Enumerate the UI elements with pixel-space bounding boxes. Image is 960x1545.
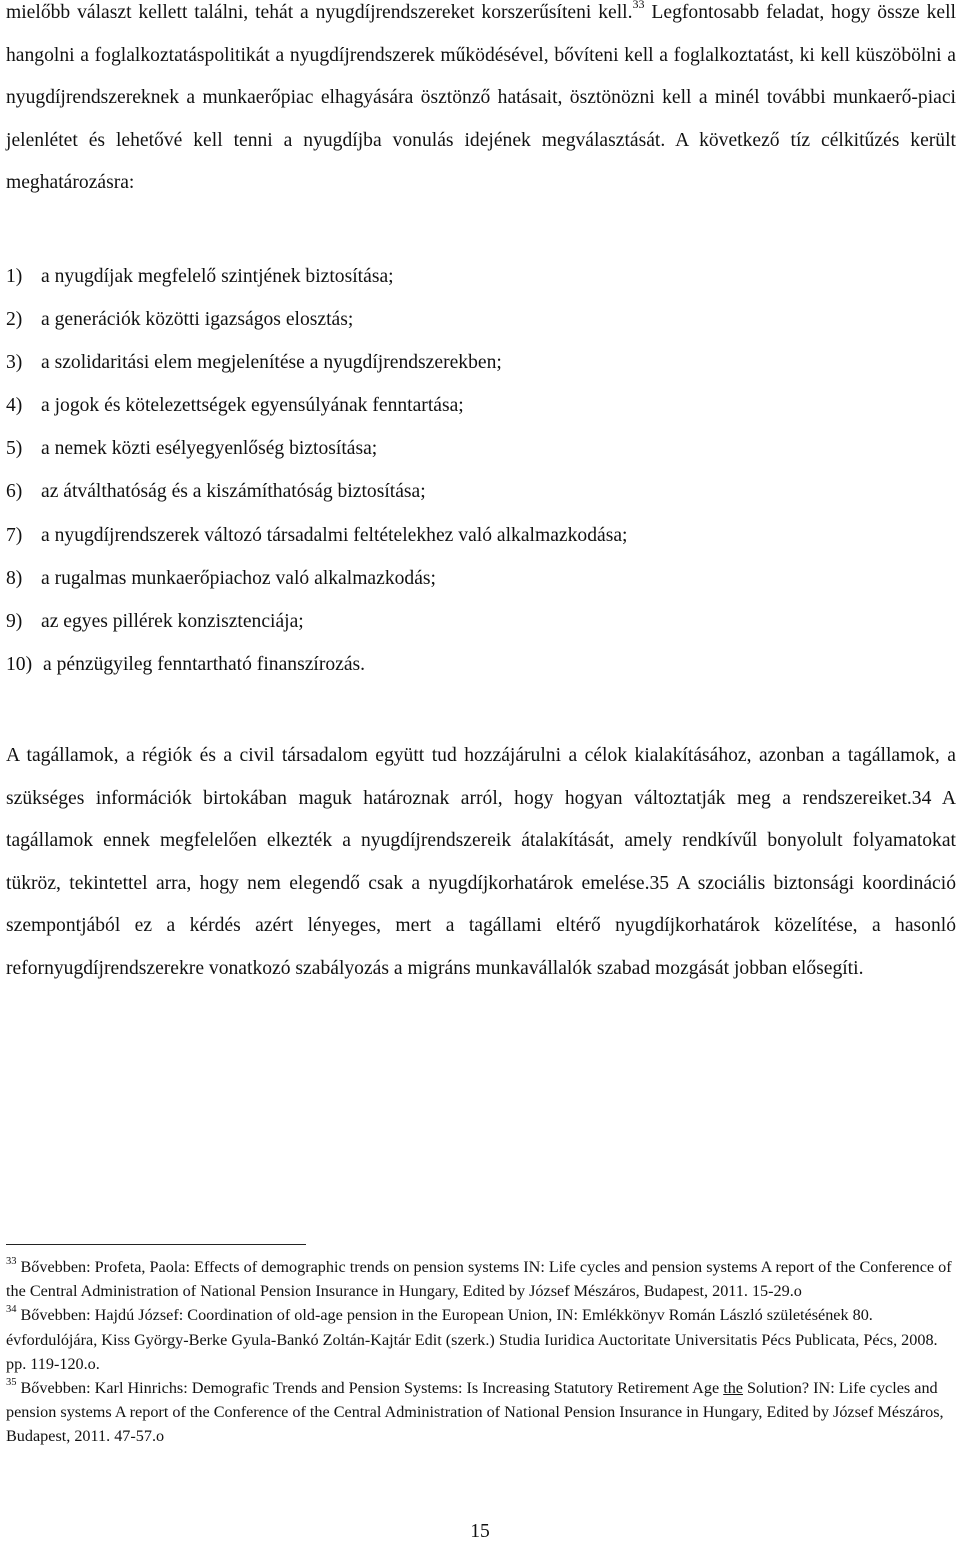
- list-item: [6, 557, 956, 600]
- intro-text-part2: Legfontosabb feladat, hogy össze kell hangolni a foglalkoztatáspolitikát a nyugdíjrendszerek működésével, bővíteni kell a foglalkoztatást, ki kell küszöbölni a nyugdíjrendszereknek a munkaerőpiac elhagyására ösztönző hatásait, ösztönözni kell a minél további munkaerő-piaci jelenlétet és lehetővé kell tenni a nyugdíjba vonulás idejének megválasztását. A következő tíz célkitűzés került meghatározásra:: [6, 2, 957, 194]
- list-item: [6, 255, 956, 298]
- footnote-text: Bővebben: Profeta, Paola: Effects of demographic trends on pension systems IN: Life cycles and pension systems A report of the Conference of the Central Administration of National Pension Insurance in Hungary, Edited by József Mészáros, Budapest, 2011. 15-29.o: [6, 1258, 952, 1301]
- list-number: 6): [6, 481, 23, 503]
- list-number: 1): [6, 266, 23, 287]
- footnote-33: [6, 1255, 956, 1303]
- list-text: a nemek közti esélyegyenlőség biztosítása;: [41, 438, 378, 460]
- footnote-34: [6, 1303, 956, 1376]
- list-text: a szolidaritási elem megjelenítése a nyugdíjrendszerekben;: [41, 352, 502, 374]
- list-text: a generációk közötti igazságos elosztás;: [41, 309, 354, 331]
- footnote-underlined-word: the: [723, 1379, 743, 1398]
- footnote-text: Bővebben: Hajdú József: Coordination of old-age pension in the European Union, IN: Emlékkönyv Román László születésének 80. évfordulójára, Kiss György-Berke Gyula-Bankó Zoltán-Kajtár Edit (szerk.) Studia Iuridica Auctoritate Universitatis Pécs Publicata, Pécs, 2008. pp. 119-120.o.: [6, 1306, 938, 1373]
- list-number: 4): [6, 395, 23, 417]
- list-number: 7): [6, 524, 23, 546]
- list-item: [6, 643, 956, 686]
- list-text: a jogok és kötelezettségek egyensúlyának fenntartása;: [41, 395, 464, 417]
- footnotes: [6, 1255, 956, 1449]
- intro-text-part1: mielőbb választ kellett találni, tehát a nyugdíjrendszereket korszerűsíteni kell.: [6, 2, 633, 23]
- list-item: [6, 427, 956, 470]
- list-number: 10): [6, 653, 33, 675]
- list-text: a nyugdíjrendszerek változó társadalmi feltételekhez való alkalmazkodása;: [41, 524, 628, 546]
- footnote-separator: [6, 1244, 306, 1245]
- list-number: 3): [6, 352, 23, 374]
- footnote-text: Solution? IN: Life cycles and pension systems A report of the Conference of the Central Administration of National Pension Insurance in Hungary, Edited by József Mészáros, Budapest, 2011. 47-57.o: [6, 1379, 944, 1446]
- objectives-list: [6, 255, 956, 686]
- list-text: az egyes pillérek konzisztenciája;: [41, 610, 304, 632]
- footnote-number: 35: [6, 1377, 17, 1389]
- list-item: [6, 600, 956, 643]
- list-number: 9): [6, 610, 23, 632]
- list-text: a pénzügyileg fenntartható finanszírozás.: [43, 653, 366, 675]
- list-text: a rugalmas munkaerőpiachoz való alkalmazkodás;: [41, 567, 436, 589]
- footnote-ref-33[interactable]: 33: [632, 0, 645, 11]
- list-item: [6, 470, 956, 513]
- list-item: [6, 514, 956, 557]
- list-item: [6, 341, 956, 384]
- footnote-number: 34: [6, 1304, 17, 1316]
- list-number: 2): [6, 309, 23, 331]
- list-number: 5): [6, 438, 23, 460]
- footnote-text: Bővebben: Karl Hinrichs: Demografic Trends and Pension Systems: Is Increasing Statutory Retirement Age: [20, 1379, 724, 1398]
- list-text: az átválthatóság és a kiszámíthatóság biztosítása;: [41, 481, 426, 503]
- intro-paragraph: [6, 0, 956, 205]
- list-number: 8): [6, 567, 23, 589]
- footnote-number: 33: [6, 1256, 17, 1267]
- list-item: [6, 384, 956, 427]
- list-item: [6, 298, 956, 341]
- member-states-paragraph: A tagállamok, a régiók és a civil társadalom együtt tud hozzájárulni a célok kialakításához, azonban a tagállamok, a szükséges információk birtokában maguk határoznak arról, hogy hogyan változtatják meg a rendszereiket.34 A tagállamok ennek megfelelően elkezték a nyugdíjrendszereik átalakítását, amely rendkívűl bonyolult folyamatokat tükröz, tekintettel arra, hogy nem elegendő csak a nyugdíjkorhatárok emelése.35 A szociális biztonsági koordináció szempontjából ez a kérdés azért lényeges, mert a tagállami eltérő nyugdíjkorhatárok közelítése, a hasonló refornyugdíjrendszerekre vonatkozó szabályozás a migráns munkavállalók szabad mozgását jobban elősegíti.: [6, 745, 956, 979]
- list-text: a nyugdíjak megfelelő szintjének biztosítása;: [41, 266, 394, 287]
- footnote-35: [6, 1376, 956, 1449]
- page-number: 15: [470, 1521, 490, 1542]
